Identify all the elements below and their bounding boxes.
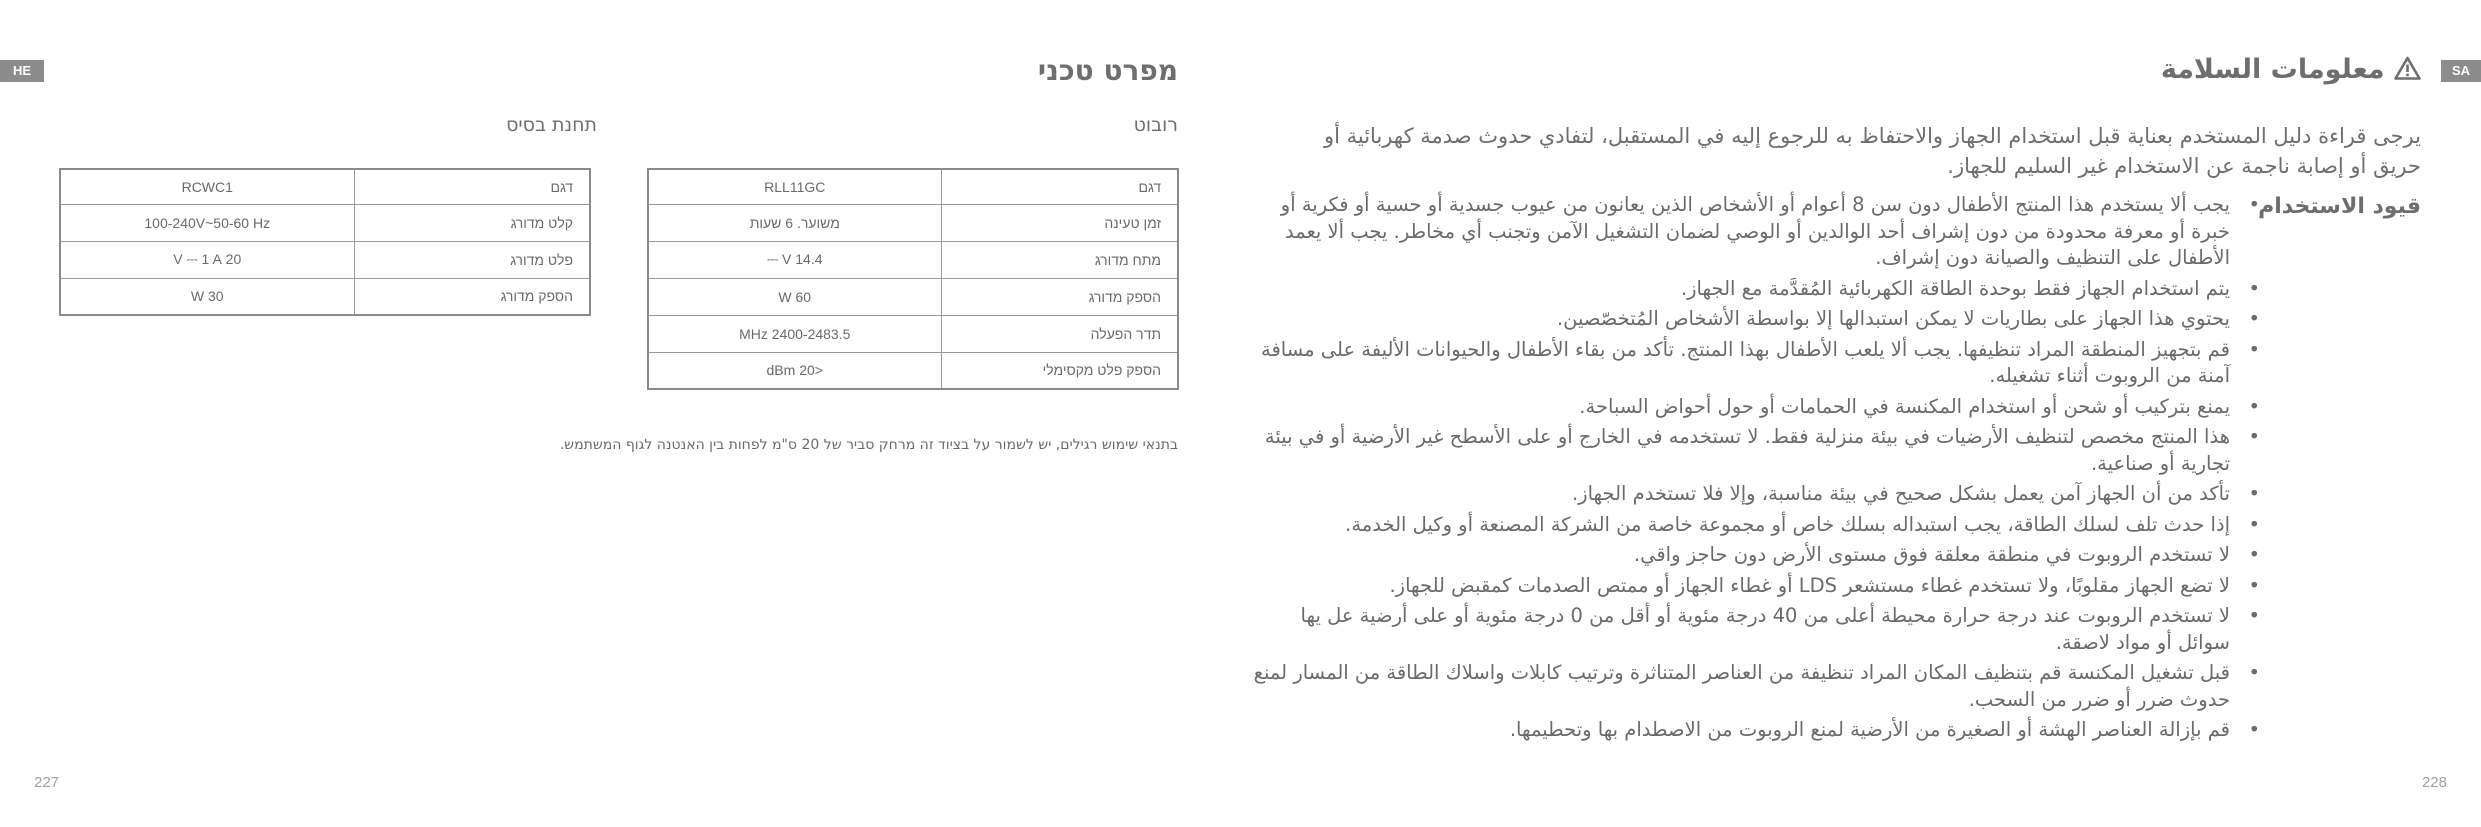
page-number-right: 228	[2421, 774, 2447, 791]
list-item: • لا تستخدم الروبوت عند درجة حرارة محيطة أعلى من 40 درجة مئوية أو أقل من 0 درجة مئوية أو على أرضية عل يها سوائل أو مواد لاصقة.	[1248, 603, 2248, 656]
page-title-technical-specs: מפרט טכני	[1037, 54, 1178, 87]
title-text: معلومات السلامة	[2160, 54, 2385, 85]
warning-triangle-icon	[2385, 54, 2421, 85]
list-item: • يحتوي هذا الجهاز على بطاريات لا يمكن استبدالها إلا بواسطة الأشخاص المُتخصّصين.	[1248, 306, 2248, 333]
spec-key: הספק פלט מקסימלי	[941, 352, 1178, 389]
base-station-spec-table	[59, 168, 591, 316]
usage-restrictions-heading: قيود الاستخدام	[2258, 194, 2421, 219]
spec-key: הספק מדורג	[354, 278, 590, 315]
list-item: • لا تستخدم الروبوت في منطقة معلقة فوق مستوى الأرض دون حاجز واقي.	[1248, 542, 2248, 569]
usage-restrictions-list	[1248, 192, 2248, 748]
list-item: • يتم استخدام الجهاز فقط بوحدة الطاقة الكهربائية المُقدَّمة مع الجهاز.	[1248, 276, 2248, 303]
right-page	[1240, 0, 2481, 827]
spec-key: פלט מדורג	[354, 241, 590, 278]
table-row	[60, 278, 590, 315]
list-item: • قم بتجهيز المنطقة المراد تنظيفها. يجب ألا يلعب الأطفال بهذا المنتج. تأكد من بقاء الأطفال والحيوانات الأليفة على مسافة آمنة من الروبوت أثناء تشغيله.	[1248, 337, 2248, 390]
spec-value: משוער. 6 שעות	[648, 204, 941, 241]
spec-value: RCWC1	[60, 169, 354, 204]
left-page	[0, 0, 1240, 827]
page-title-safety-information	[2161, 54, 2421, 85]
table-row	[648, 278, 1178, 315]
spec-value: <20 dBm	[648, 352, 941, 389]
table-row	[60, 169, 590, 204]
robot-spec-table	[647, 168, 1179, 390]
base-station-heading: תחנת בסיס	[506, 114, 597, 136]
spec-value: 2400-2483.5 MHz	[648, 315, 941, 352]
table-row	[648, 315, 1178, 352]
list-item: • قبل تشغيل المكنسة قم بتنظيف المكان المراد تنظيفة من العناصر المتناثرة وترتيب كابلات واسلاك الطاقة من المسار لمنع حدوث ضرر أو ضرر من السحب.	[1248, 660, 2248, 713]
spec-key: דגם	[354, 169, 590, 204]
spec-key: הספק מדורג	[941, 278, 1178, 315]
spec-value: RLL11GC	[648, 169, 941, 204]
table-row	[60, 241, 590, 278]
page-number-left: 227	[34, 774, 60, 791]
language-tag-he: HE	[0, 60, 44, 82]
table-row	[648, 352, 1178, 389]
table-row	[648, 204, 1178, 241]
list-item: • يجب ألا يستخدم هذا المنتج الأطفال دون سن 8 أعوام أو الأشخاص الذين يعانون من عيوب جسدية أو حسية أو فكرية أو خبرة أو معرفة محدودة من دون إشراف أحد الوالدين أو الوصي لضمان التشغيل الآمن وتجنب أي مخاطر. يجب ألا يعمد الأطفال على التنظيف والصيانة دون إشراف.	[1248, 192, 2248, 272]
spec-key: מתח מדורג	[941, 241, 1178, 278]
spec-value: 20 V ⎓ 1 A	[60, 241, 354, 278]
antenna-distance-note: בתנאי שימוש רגילים, יש לשמור על בציוד זה מרחק סביר של 20 ס"מ לפחות בין האנטנה לגוף המשתמש.	[559, 437, 1178, 453]
list-item: • يمنع بتركيب أو شحن أو استخدام المكنسة في الحمامات أو حول أحواض السباحة.	[1248, 394, 2248, 421]
intro-paragraph: يرجى قراءة دليل المستخدم بعناية قبل استخدام الجهاز والاحتفاظ به للرجوع إليه في المستقبل، لتفادي حدوث صدمة كهربائية أو حريق أو إصابة ناجمة عن الاستخدام غير السليم للجهاز.	[1323, 124, 2421, 178]
robot-heading: רובוט	[1133, 114, 1178, 136]
table-row	[648, 241, 1178, 278]
spec-key: קלט מדורג	[354, 204, 590, 241]
list-item: • هذا المنتج مخصص لتنظيف الأرضيات في بيئة منزلية فقط. لا تستخدمه في الخارج أو على الأسطح غير الأرضية أو في بيئة تجارية أو صناعية.	[1248, 424, 2248, 477]
spec-key: זמן טעינה	[941, 204, 1178, 241]
list-item: • إذا حدث تلف لسلك الطاقة، يجب استبداله بسلك خاص أو مجموعة خاصة من الشركة المصنعة أو وكيل الخدمة.	[1248, 512, 2248, 539]
table-row	[60, 204, 590, 241]
spec-value: 100-240V~50-60 Hz	[60, 204, 354, 241]
language-tag-sa: SA	[2441, 60, 2481, 82]
list-item: • لا تضع الجهاز مقلوبًا، ولا تستخدم غطاء مستشعر LDS أو غطاء الجهاز أو ممتص الصدمات كمقبض للجهاز.	[1248, 573, 2248, 600]
spec-value: 60 W	[648, 278, 941, 315]
spec-value: 30 W	[60, 278, 354, 315]
spec-key: תדר הפעלה	[941, 315, 1178, 352]
spec-value: 14.4 V ⎓	[648, 241, 941, 278]
spec-key: דגם	[941, 169, 1178, 204]
list-item: • تأكد من أن الجهاز آمن يعمل بشكل صحيح في بيئة مناسبة، وإلا فلا تستخدم الجهاز.	[1248, 481, 2248, 508]
table-row	[648, 169, 1178, 204]
list-item: • قم بإزالة العناصر الهشة أو الصغيرة من الأرضية لمنع الروبوت من الاصطدام بها وتحطيمها.	[1248, 717, 2248, 744]
